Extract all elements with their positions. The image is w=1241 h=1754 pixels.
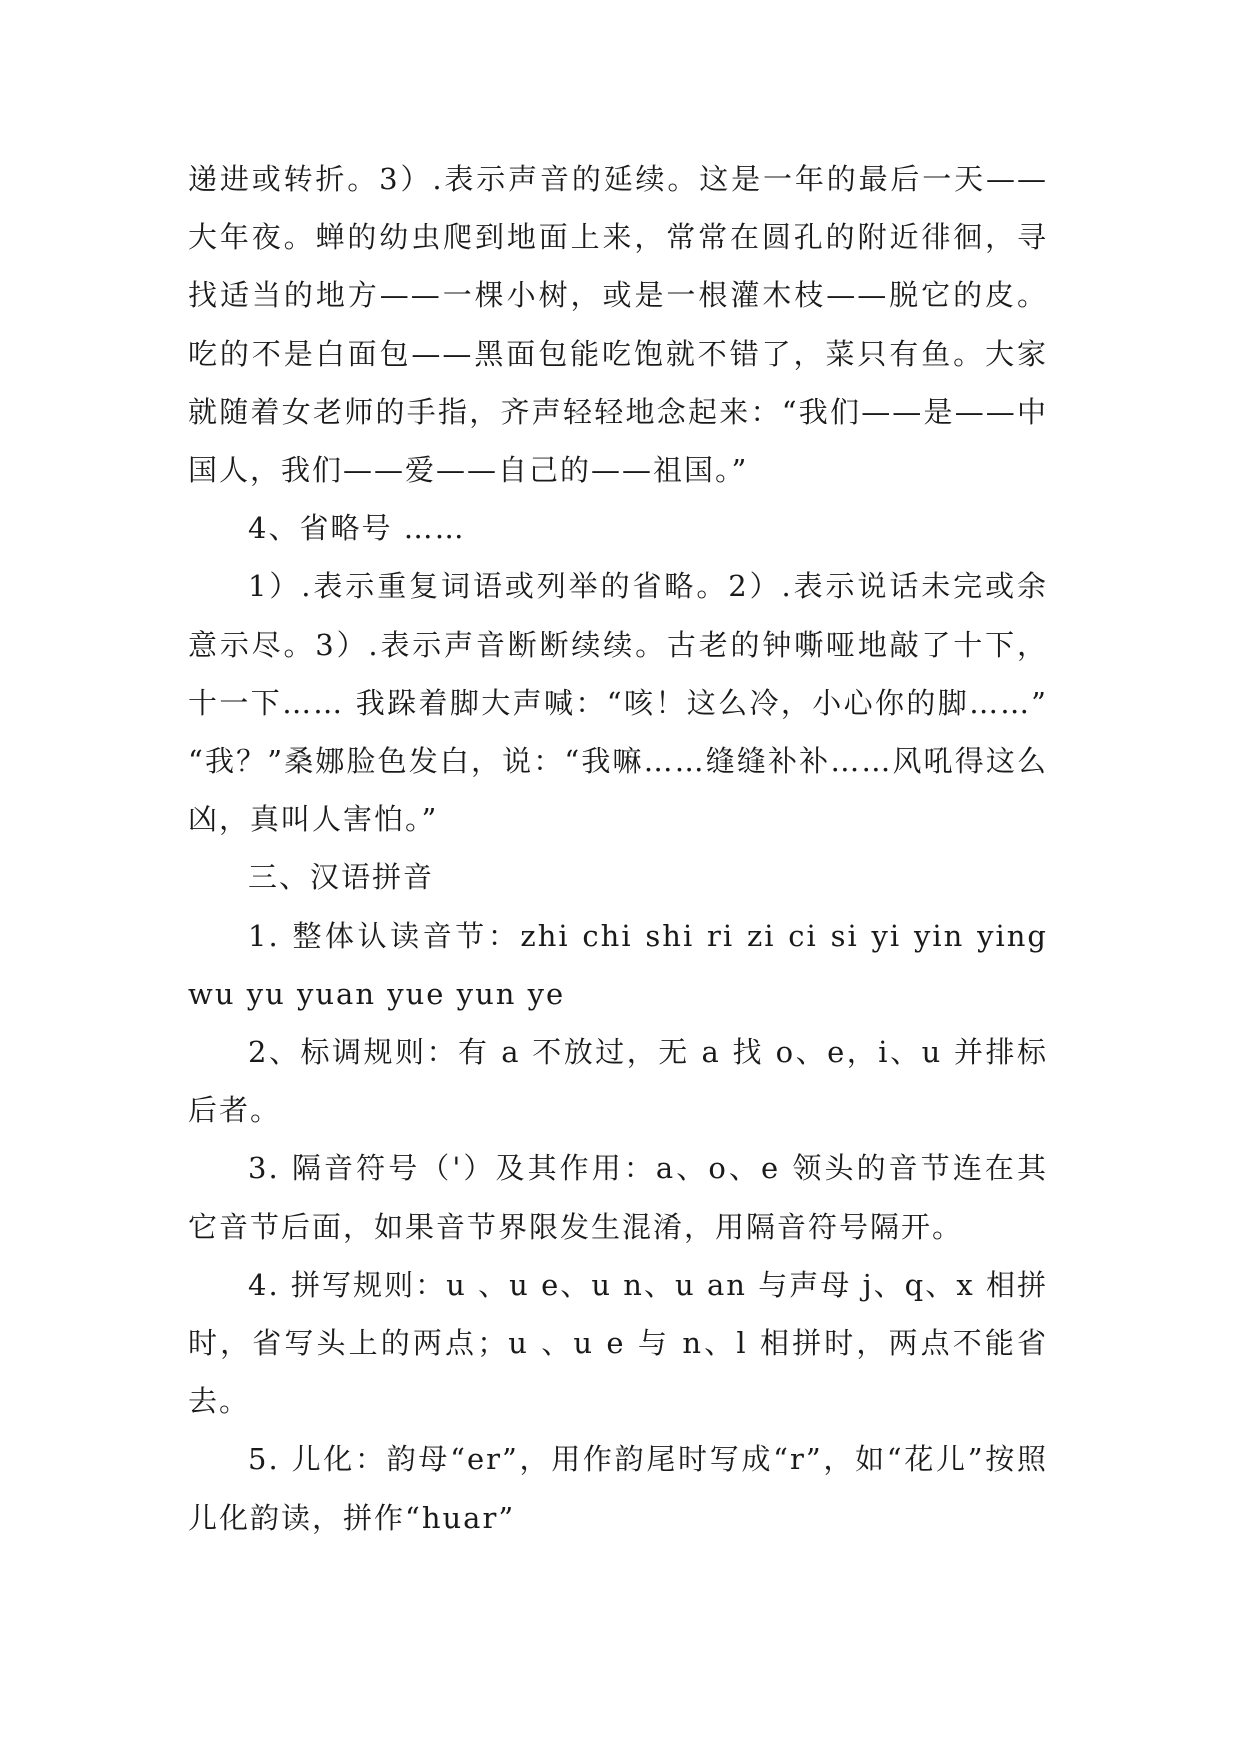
heading-pinyin: 三、汉语拼音 — [248, 860, 435, 895]
paragraph-whole-syllables: 1. 整体认读音节：zhi chi shi ri zi ci si yi yin ying wu yu yuan yue yun ye — [188, 918, 1048, 1011]
paragraph-dash-usage: 递进或转折。3）.表示声音的延续。这是一年的最后一天——大年夜。蝉的幼虫爬到地面上来，常常在圆孔的附近徘徊，寻找适当的地方——一棵小树，或是一根灌木枝——脱它的皮。吃的不是白面包——黑面包能吃饱就不错了，菜只有鱼。大家就随着女老师的手指，齐声轻轻地念起来：“我们——是——中国人，我们——爱——自己的——祖国。” — [188, 162, 1048, 488]
document-body — [188, 150, 1048, 1547]
paragraph-tone-rules: 2、标调规则：有 a 不放过，无 a 找 o、e，i、u 并排标后者。 — [188, 1035, 1048, 1128]
paragraph-ellipsis-usage: 1）.表示重复词语或列举的省略。2）.表示说话未完或余意示尽。3）.表示声音断断续续。古老的钟嘶哑地敲了十下，十一下…… 我跺着脚大声喊：“咳！这么冷，小心你的脚……” “我？”桑娜脸色发白，说：“我嘛……缝缝补补……风吼得这么凶，真叫人害怕。” — [188, 569, 1048, 837]
heading-ellipsis: 4、省略号 …… — [248, 511, 466, 546]
paragraph-erhua: 5. 儿化：韵母“er”，用作韵尾时写成“r”，如“花儿”按照儿化韵读，拼作“huar” — [188, 1442, 1048, 1535]
paragraph-spelling-rules: 4. 拼写规则：u 、u e、u n、u an 与声母 j、q、x 相拼时，省写头上的两点；u 、u e 与 n、l 相拼时，两点不能省去。 — [188, 1267, 1048, 1419]
paragraph-apostrophe: 3. 隔音符号（'）及其作用：a、o、e 领头的音节连在其它音节后面，如果音节界限发生混淆，用隔音符号隔开。 — [188, 1151, 1048, 1244]
